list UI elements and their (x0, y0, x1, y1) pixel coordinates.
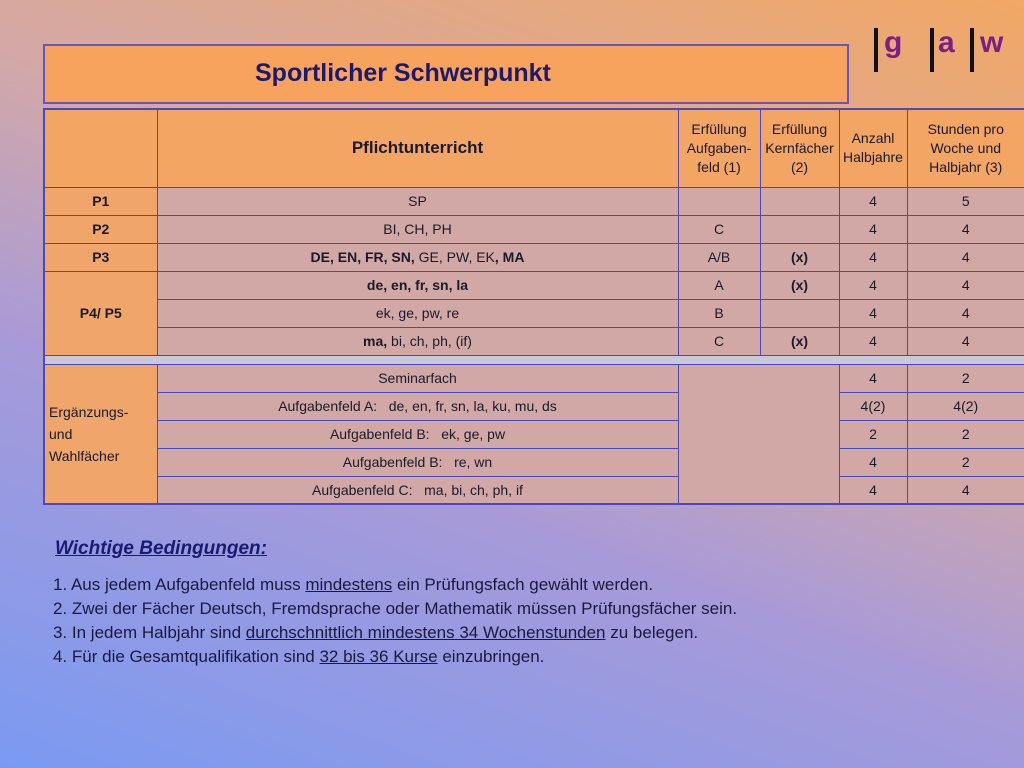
hj-cell: 2 (839, 420, 907, 448)
title-box (43, 44, 849, 104)
logo-bar (930, 28, 934, 72)
kf-cell (760, 187, 839, 215)
header-text: Halbjahr (3) (929, 158, 1003, 175)
std-cell: 4 (907, 215, 1024, 243)
table-row (44, 476, 1024, 504)
table-row (44, 327, 1024, 355)
hj-cell: 4 (839, 448, 907, 476)
std-cell: 4 (907, 299, 1024, 327)
condition-item (53, 573, 737, 597)
condition-emphasis: durchschnittlich mindestens 34 Wochenstunden (245, 623, 606, 642)
header-text: Stunden pro (927, 120, 1004, 137)
condition-item (53, 597, 737, 621)
table-row (44, 299, 1024, 327)
table-header-row (44, 109, 1024, 187)
subject-part: GE, PW, EK (414, 249, 495, 265)
label-line: Wahlfächer (49, 447, 120, 464)
hj-cell: 4 (839, 271, 907, 299)
table-row (44, 364, 1024, 392)
subject-part: ma, (363, 333, 388, 349)
std-cell: 4 (907, 327, 1024, 355)
subject-cell: de, en, fr, sn, la (157, 271, 678, 299)
std-cell: 4 (907, 243, 1024, 271)
subject-cell: Aufgabenfeld C: ma, bi, ch, ph, if (157, 476, 678, 504)
table-separator (44, 355, 1024, 364)
af-cell: A (678, 271, 760, 299)
condition-text: 3. In jedem Halbjahr sind (53, 623, 246, 642)
hj-cell: 4 (839, 187, 907, 215)
kf-cell: (x) (760, 271, 839, 299)
std-cell: 4 (907, 271, 1024, 299)
condition-emphasis: mindestens (305, 575, 393, 594)
condition-item (53, 645, 737, 669)
subject-cell: ek, ge, pw, re (157, 299, 678, 327)
subject-part: , MA (494, 249, 525, 265)
subject-part: bi, ch, ph, (if) (387, 333, 472, 349)
condition-text: zu belegen. (605, 623, 699, 642)
kf-cell: (x) (760, 243, 839, 271)
kf-cell (760, 215, 839, 243)
logo-bar (874, 28, 878, 72)
subject-cell: Aufgabenfeld A: de, en, fr, sn, la, ku, mu, ds (157, 392, 678, 420)
row-label: P1 (44, 187, 157, 215)
subject-cell: SP (157, 187, 678, 215)
subject-cell (157, 243, 678, 271)
separator-cell (44, 355, 1024, 364)
page-title: Sportlicher Schwerpunkt (255, 59, 551, 87)
hj-cell: 4 (839, 299, 907, 327)
conditions-heading: Wichtige Bedingungen: (55, 538, 267, 559)
hj-cell: 4 (839, 215, 907, 243)
condition-text: 1. Aus jedem Aufgabenfeld muss (53, 575, 306, 594)
logo-letter: a (938, 26, 955, 59)
header-aufgabenfeld (678, 109, 760, 187)
std-cell: 5 (907, 187, 1024, 215)
af-cell: B (678, 299, 760, 327)
header-stunden (907, 109, 1024, 187)
header-empty-cell (44, 109, 157, 187)
logo-letter: w (980, 26, 1004, 59)
subject-part: DE, EN, FR, SN, (310, 249, 415, 265)
af-cell: C (678, 215, 760, 243)
header-text: feld (1) (697, 158, 741, 175)
table-row (44, 271, 1024, 299)
table-row (44, 187, 1024, 215)
header-text: Halbjahre (843, 149, 903, 166)
header-text: Erfüllung (771, 120, 828, 137)
subject-cell: Aufgabenfeld B: re, wn (157, 448, 678, 476)
subject-cell (157, 327, 678, 355)
af-cell: C (678, 327, 760, 355)
header-halbjahre (839, 109, 907, 187)
table-row (44, 392, 1024, 420)
std-cell: 2 (907, 420, 1024, 448)
hj-cell: 4(2) (839, 392, 907, 420)
header-text: Woche und (930, 139, 1002, 156)
condition-text: ein Prüfungsfach gewählt werden. (392, 575, 654, 594)
header-text: (2) (790, 158, 809, 175)
ergaenzung-label (44, 364, 157, 504)
hj-cell: 4 (839, 327, 907, 355)
logo-bar (970, 28, 974, 72)
table-row (44, 448, 1024, 476)
af-cell: A/B (678, 243, 760, 271)
table-row (44, 420, 1024, 448)
hj-cell: 4 (839, 364, 907, 392)
school-logo (870, 26, 1020, 76)
empty-merged-cell (678, 364, 839, 504)
subject-cell: Aufgabenfeld B: ek, ge, pw (157, 420, 678, 448)
logo-letter: g (884, 26, 903, 59)
std-cell: 2 (907, 364, 1024, 392)
row-label: P2 (44, 215, 157, 243)
hj-cell: 4 (839, 476, 907, 504)
condition-text: einzubringen. (437, 647, 545, 666)
condition-text: 2. Zwei der Fächer Deutsch, Fremdsprache oder Mathematik müssen Prüfungsfächer sein. (53, 599, 738, 618)
subject-cell: Seminarfach (157, 364, 678, 392)
condition-emphasis: 32 bis 36 Kurse (319, 647, 438, 666)
table-row (44, 243, 1024, 271)
table-row (44, 215, 1024, 243)
header-main: Pflichtunterricht (157, 109, 678, 187)
header-text: Anzahl (851, 130, 895, 147)
conditions-list (53, 573, 737, 669)
std-cell: 4 (907, 476, 1024, 504)
condition-text: 4. Für die Gesamtqualifikation sind (53, 647, 320, 666)
condition-item (53, 621, 737, 645)
subject-cell: BI, CH, PH (157, 215, 678, 243)
header-kernfaecher (760, 109, 839, 187)
hj-cell: 4 (839, 243, 907, 271)
header-text: Erfüllung (691, 120, 747, 137)
row-label: P3 (44, 243, 157, 271)
header-text: Kernfächer (765, 139, 834, 156)
course-table (43, 108, 1024, 505)
row-label: P4/ P5 (44, 271, 157, 355)
label-line: Ergänzungs- (49, 403, 129, 420)
kf-cell: (x) (760, 327, 839, 355)
af-cell (678, 187, 760, 215)
label-line: und (49, 425, 73, 442)
header-text: Aufgaben- (686, 139, 752, 156)
std-cell: 4(2) (907, 392, 1024, 420)
kf-cell (760, 299, 839, 327)
std-cell: 2 (907, 448, 1024, 476)
